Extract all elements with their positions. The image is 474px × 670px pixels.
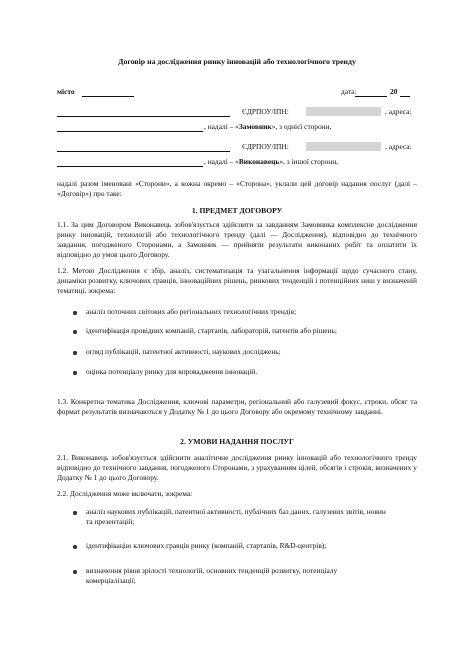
date-label: дата:: [341, 87, 357, 96]
bullet-2-2: ідентифікацію ключових гравців ринку (компаній, стартапів, R&D-центрів);: [86, 541, 327, 550]
section-1-title: 1. ПРЕДМЕТ ДОГОВОРУ: [191, 206, 283, 215]
paragraph-1-2: 1.2. Метою Дослідження є збір, аналіз, систематизація та узагальнення інформації щодо сучасного стану, динаміки розвитку, ключових гравців, інноваційних рішень, ринкових тенденцій і потенційних ниш у визначеній тематиці, зокрема:: [57, 266, 417, 295]
customer-name-line-1: [57, 116, 230, 117]
bullet-marker: [73, 330, 77, 334]
bullet-marker: [73, 311, 77, 315]
customer-name-line-2: [57, 131, 203, 132]
bullet-1-2: ідентифікація провідних компаній, стартапів, лабораторій, патентів або рішень;: [86, 326, 337, 335]
contractor-edrpou-label: ЄДРПОУ/ІПН:: [242, 142, 289, 151]
bullet-marker: [73, 570, 77, 574]
paragraph-2-2: 2.2. Дослідження може включати, зокрема:: [57, 489, 193, 498]
bullet-marker: [73, 351, 77, 355]
customer-edrpou-field: [306, 107, 381, 116]
place-blank: [82, 96, 134, 97]
customer-edrpou-label: ЄДРПОУ/ІПН:: [242, 107, 289, 116]
contractor-role-text: , надалі – «Виконавець», з іншої сторони,: [204, 157, 339, 166]
bullet-1-3: огляд публікацій, патентної активності, наукових досліджень;: [86, 347, 281, 356]
contractor-name-line-2: [57, 166, 203, 167]
paragraph-1-1: 1.1. За цим Договором Виконавець зобов'язується здійснити за завданням Замовника комплексне дослідження ринку інновацій, технологій або технологічного тренду (далі — Дослідження), відповідно до технічного завдання, погодженого Сторонами, а Замовник — прийняти результати виконаних робіт та оплатити їх відповідно до умов цього Договору.: [57, 220, 417, 259]
bullet-1-1: аналіз поточних світових або регіональних технологічних трендів;: [86, 307, 297, 316]
contractor-address-label: , адреса:: [385, 142, 412, 151]
document-title: Договір на дослідження ринку інновацій або технологічного тренду: [118, 57, 356, 66]
year-blank: [400, 96, 410, 97]
bullet-2-1: аналіз наукових публікацій, патентної активності, публічних баз даних, галузевих звітів, новин та презентацій;: [86, 507, 386, 526]
bullet-2-3: визначення рівня зрілості технологій, основних тенденцій розвитку, потенціалу комерціалізації;: [86, 566, 338, 585]
place-label: місто: [57, 87, 75, 96]
paragraph-1-3: 1.3. Конкретна тематика Дослідження, ключові параметри, регіональний або галузевий фокус, строки, обсяг та формат результатів визначаються у Додатку № 1 до цього Договору або окремому технічному завданні.: [57, 397, 417, 416]
bullet-marker: [73, 545, 77, 549]
customer-role-text: , надалі – «Замовник», з однієї сторони,: [204, 122, 332, 131]
year-prefix: 20: [390, 87, 398, 96]
date-blank: [355, 96, 387, 97]
bullet-marker: [73, 371, 77, 375]
parties-paragraph: надалі разом іменовані «Сторони», а кожна окремо – «Сторона», уклали цей договір надання послуг (далі – «Договір») про таке:: [57, 179, 417, 198]
bullet-marker: [73, 511, 77, 515]
contractor-edrpou-field: [306, 142, 381, 151]
section-2-title: 2. УМОВИ НАДАННЯ ПОСЛУГ: [180, 437, 294, 446]
paragraph-2-1: 2.1. Виконавець зобов'язується здійснити аналітичне дослідження ринку інновацій або технологічного тренду відповідно до технічного завдання, погодженого Сторонами, з урахуванням цілей, обсягів і строків, визначених у Додатку № 1 до цього Договору.: [57, 453, 417, 482]
customer-address-label: , адреса:: [385, 107, 412, 116]
bullet-1-4: оцінка потенціалу ринку для впровадження інновацій.: [86, 367, 258, 376]
contractor-name-line-1: [57, 151, 230, 152]
